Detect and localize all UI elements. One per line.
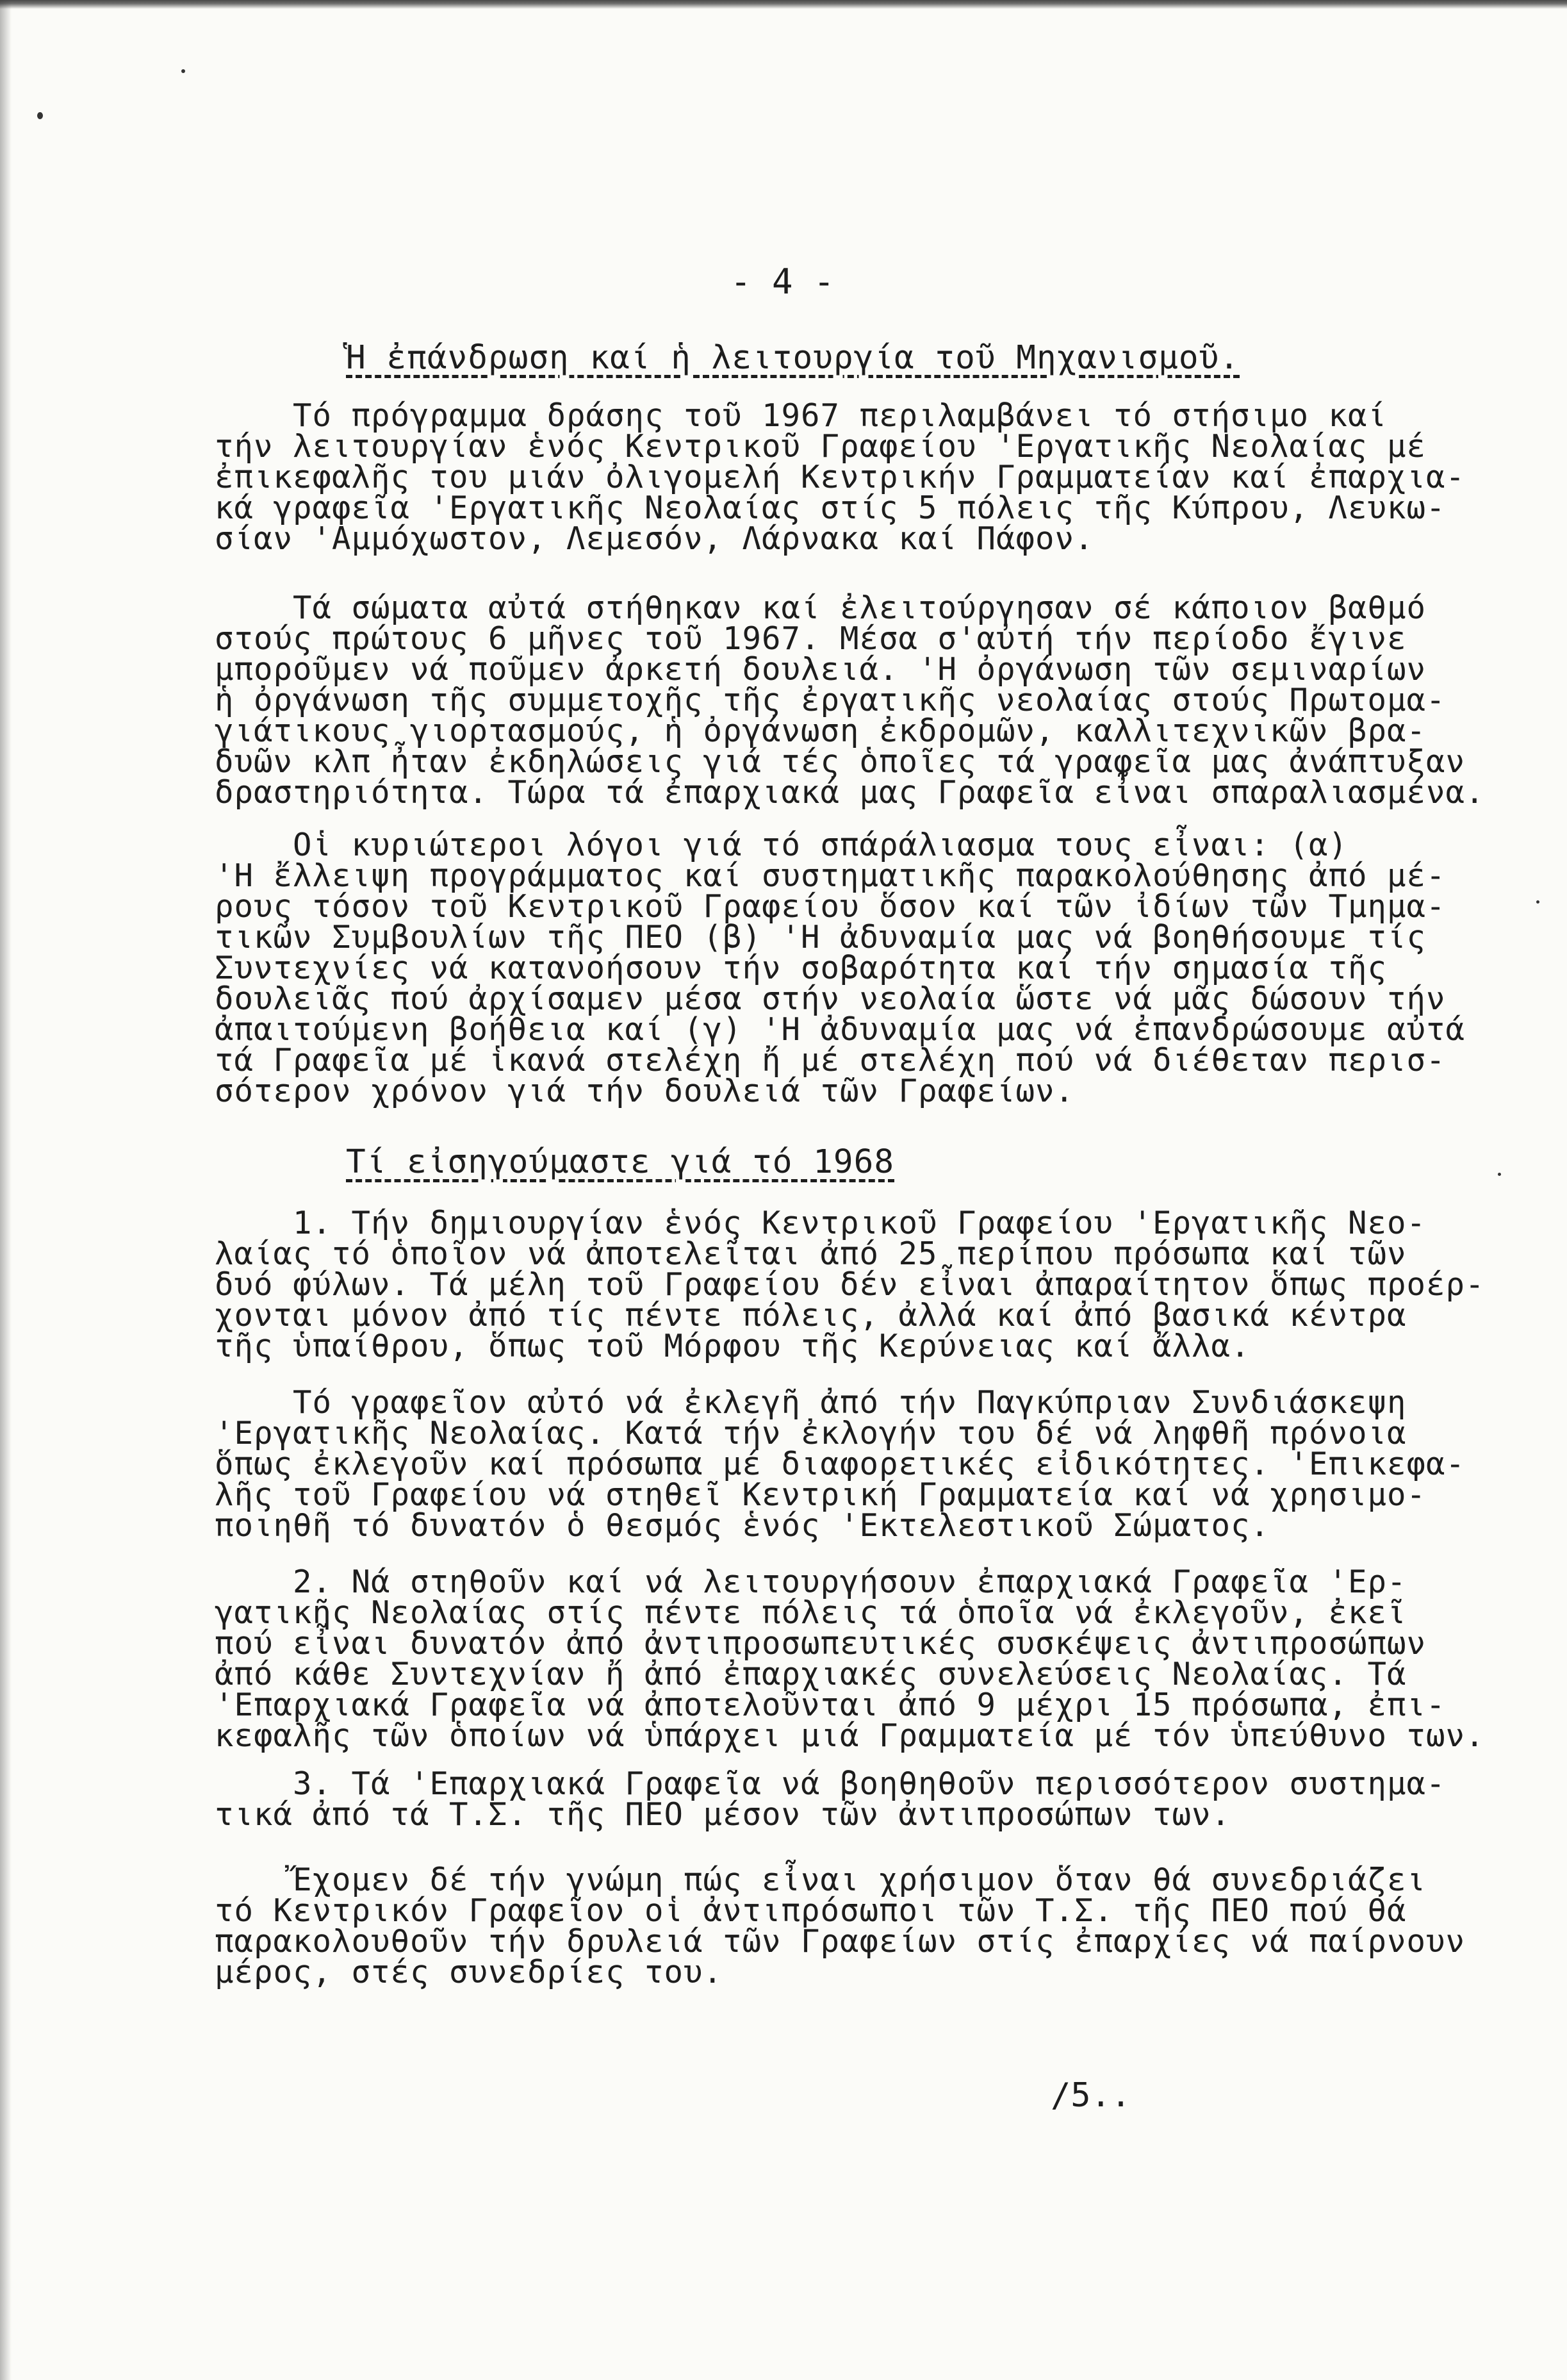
text-line: ρους τόσον τοῦ Κεντρικοῦ Γραφείου ὅσον καί τῶν ἰδίων τῶν Τμημα-: [215, 888, 1446, 925]
text-line: 'Εργατικῆς Νεολαίας. Κατά τήν ἐκλογήν του δέ νά ληφθῆ πρόνοια: [215, 1415, 1407, 1451]
text-line: τά Γραφεῖα μέ ἱκανά στελέχη ἤ μέ στελέχη πού νά διέθεταν περισ-: [215, 1042, 1446, 1078]
text-line: κά γραφεῖα 'Εργατικῆς Νεολαίας στίς 5 πόλεις τῆς Κύπρου, Λευκω-: [215, 490, 1446, 526]
text-line: σότερον χρόνον γιά τήν δουλειά τῶν Γραφείων.: [215, 1073, 1075, 1109]
scan-speck: [1498, 1173, 1501, 1176]
text-line: λαίας τό ὁποῖον νά ἀποτελεῖται ἀπό 25 περίπου πρόσωπα καί τῶν: [215, 1235, 1407, 1272]
text-line: παρακολουθοῦν τήν δρυλειά τῶν Γραφείων στίς ἐπαρχίες νά παίρνουν: [215, 1923, 1466, 1960]
paragraph-1: [215, 397, 1466, 557]
paragraph-4: [215, 1205, 1485, 1364]
text-line: λῆς τοῦ Γραφείου νά στηθεῖ Κεντρική Γραμματεία καί νά χρησιμο-: [215, 1476, 1427, 1513]
page-number: - 4 -: [730, 261, 835, 302]
text-line: στούς πρώτους 6 μῆνες τοῦ 1967. Μέσα σ'αὐτή τήν περίοδο ἔγινε: [215, 620, 1407, 657]
text-line: χονται μόνον ἀπό τίς πέντε πόλεις, ἀλλά καί ἀπό βασικά κέντρα: [215, 1297, 1407, 1334]
text-line: ἀπό κάθε Συντεχνίαν ἤ ἀπό ἐπαρχιακές συνελεύσεις Νεολαίας. Τά: [215, 1656, 1407, 1692]
paragraph-2: [215, 590, 1485, 811]
text-line: γατικῆς Νεολαίας στίς πέντε πόλεις τά ὁποῖα νά ἐκλεγοῦν, ἐκεῖ: [215, 1594, 1407, 1631]
text-line: 2. Νά στηθοῦν καί νά λειτουργήσουν ἐπαρχιακά Γραφεῖα 'Ερ-: [215, 1564, 1407, 1600]
paragraph-8: [215, 1862, 1466, 1990]
scan-border-top: [0, 0, 1567, 9]
paragraph-7: [215, 1765, 1446, 1833]
text-line: Τό πρόγραμμα δράσης τοῦ 1967 περιλαμβάνει τό στήσιμο καί: [215, 397, 1388, 434]
text-line: τικά ἀπό τά Τ.Σ. τῆς ΠΕΟ μέσον τῶν ἀντιπροσώπων των.: [215, 1796, 1231, 1833]
text-line: ποιηθῆ τό δυνατόν ὁ θεσμός ἑνός 'Εκτελεστικοῦ Σώματος.: [215, 1507, 1270, 1544]
text-line: Τά σώματα αὐτά στήθηκαν καί ἐλειτούργησαν σέ κάποιον βαθμό: [215, 590, 1427, 626]
text-line: δραστηριότητα. Τώρα τά ἐπαρχιακά μας Γραφεῖα εἶναι σπαραλιασμένα.: [215, 774, 1485, 811]
text-line: κεφαλῆς τῶν ὁποίων νά ὑπάρχει μιά Γραμματεία μέ τόν ὑπεύθυνο των.: [215, 1717, 1485, 1754]
text-line: Συντεχνίες νά κατανοήσουν τήν σοβαρότητα καί τήν σημασία τῆς: [215, 950, 1388, 986]
text-line: ὅπως ἐκλεγοῦν καί πρόσωπα μέ διαφορετικές εἰδικότητες. 'Επικεφα-: [215, 1446, 1466, 1482]
text-line: δυό φύλων. Τά μέλη τοῦ Γραφείου δέν εἶναι ἀπαραίτητον ὅπως προέρ-: [215, 1266, 1485, 1303]
section-heading: Ἡ ἐπάνδρωση καί ἡ λειτουργία τοῦ Μηχανισμοῦ.: [346, 339, 1240, 377]
text-line: Οἱ κυριώτεροι λόγοι γιά τό σπάράλιασμα τους εἶναι: (α): [215, 827, 1349, 863]
text-line: 3. Τά 'Επαρχιακά Γραφεῖα νά βοηθηθοῦν περισσότερον συστημα-: [215, 1765, 1446, 1802]
text-line: τήν λειτουργίαν ἑνός Κεντρικοῦ Γραφείου 'Εργατικῆς Νεολαίας μέ: [215, 428, 1427, 465]
scan-speck: [181, 69, 185, 73]
text-line: σίαν 'Αμμόχωστον, Λεμεσόν, Λάρνακα καί Πάφον.: [215, 520, 1094, 557]
text-line: 1. Τήν δημιουργίαν ἑνός Κεντρικοῦ Γραφείου 'Εργατικῆς Νεο-: [215, 1205, 1427, 1241]
text-line: 'Η ἔλλειψη προγράμματος καί συστηματικῆς παρακολούθησης ἀπό μέ-: [215, 857, 1446, 894]
text-line: τῆς ὑπαίθρου, ὅπως τοῦ Μόρφου τῆς Κερύνειας καί ἄλλα.: [215, 1328, 1251, 1364]
text-line: δυῶν κλπ ἦταν ἐκδηλώσεις γιά τές ὁποῖες τά γραφεῖα μας ἀνάπτυξαν: [215, 743, 1466, 780]
text-line: 'Επαρχιακά Γραφεῖα νά ἀποτελοῦνται ἀπό 9 μέχρι 15 πρόσωπα, ἐπι-: [215, 1687, 1446, 1723]
text-line: ἡ ὀργάνωση τῆς συμμετοχῆς τῆς ἐργατικῆς νεολαίας στούς Πρωτομα-: [215, 682, 1446, 718]
text-line: τό Κεντρικόν Γραφεῖον οἱ ἀντιπρόσωποι τῶν Τ.Σ. τῆς ΠΕΟ πού θά: [215, 1892, 1407, 1929]
text-line: μέρος, στές συνεδρίες του.: [215, 1954, 723, 1990]
scan-border-left: [0, 0, 12, 2380]
continuation-marker: /5..: [1051, 2076, 1131, 2115]
text-line: Ἔχομεν δέ τήν γνώμη πώς εἶναι χρήσιμον ὅταν θά συνεδριάζει: [215, 1862, 1427, 1898]
text-line: πού εἶναι δυνατόν ἀπό ἀντιπροσωπευτικές συσκέψεις ἀντιπροσώπων: [215, 1625, 1427, 1662]
section-heading-2: Τί εἰσηγούμαστε γιά τό 1968: [346, 1143, 895, 1181]
scan-speck: [37, 112, 43, 119]
text-line: μποροῦμεν νά ποῦμεν ἀρκετή δουλειά. 'Η ὀργάνωση τῶν σεμιναρίων: [215, 651, 1427, 688]
paragraph-6: [215, 1564, 1485, 1754]
paragraph-5: [215, 1384, 1466, 1544]
text-line: Τό γραφεῖον αὐτό νά ἐκλεγῆ ἀπό τήν Παγκύπριαν Συνδιάσκεψη: [215, 1384, 1407, 1421]
text-line: δουλειᾶς πού ἀρχίσαμεν μέσα στήν νεολαία ὥστε νά μᾶς δώσουν τήν: [215, 980, 1446, 1017]
scan-speck: [1536, 900, 1539, 904]
text-line: γιάτικους γιορτασμούς, ἡ ὀργάνωση ἐκδρομῶν, καλλιτεχνικῶν βρα-: [215, 713, 1427, 749]
paragraph-3: [215, 827, 1466, 1109]
text-line: τικῶν Συμβουλίων τῆς ΠΕΟ (β) 'Η ἀδυναμία μας νά βοηθήσουμε τίς: [215, 919, 1427, 955]
text-line: ἐπικεφαλῆς του μιάν ὀλιγομελή Κεντρικήν Γραμματείαν καί ἐπαρχια-: [215, 459, 1466, 495]
text-line: ἀπαιτούμενη βοήθεια καί (γ) 'Η ἀδυναμία μας νά ἐπανδρώσουμε αὐτά: [215, 1011, 1466, 1048]
